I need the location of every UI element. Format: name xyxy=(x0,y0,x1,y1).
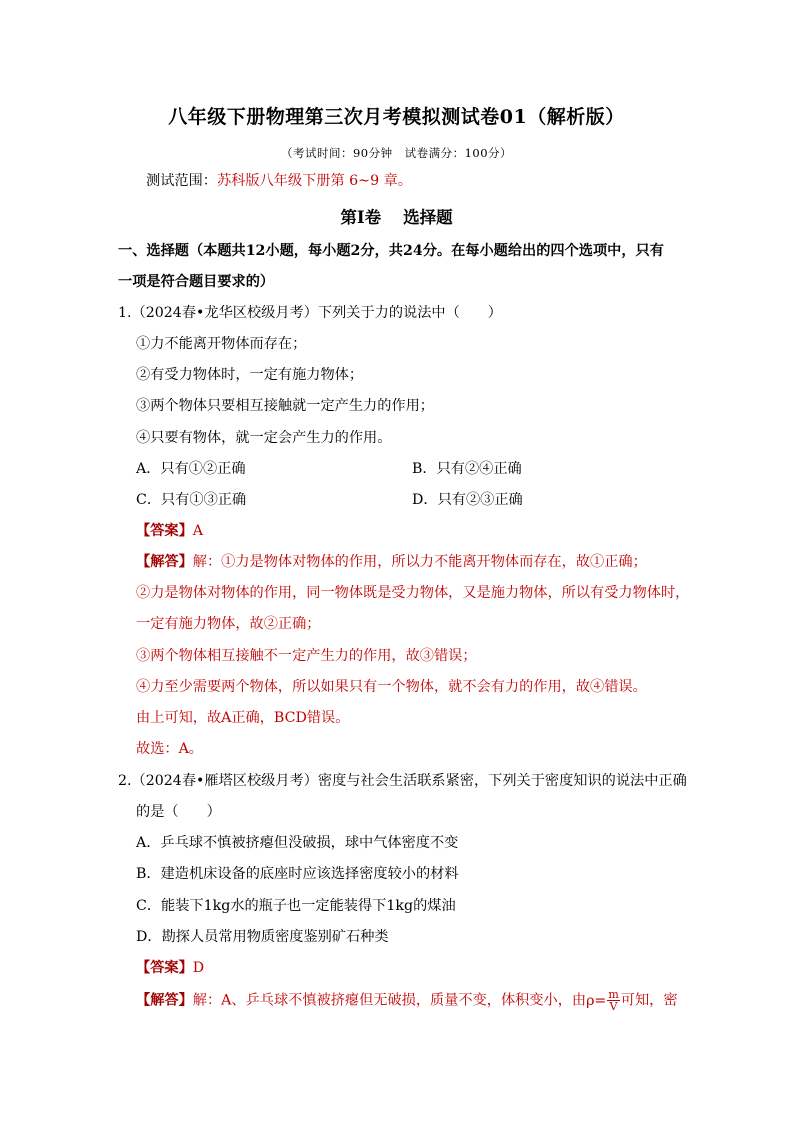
q1-statement: ①力不能离开物体而存在； xyxy=(136,336,307,352)
q1-stem xyxy=(118,303,502,323)
q2-option-b: B．建造机床设备的底座时应该选择密度较小的材料 xyxy=(136,866,459,882)
q2-option-a: A．乒乓球不慎被挤瘪但没破损，球中气体密度不变 xyxy=(136,835,459,851)
section-heading xyxy=(0,204,793,228)
q1-analysis-line: 一定有施力物体，故②正确； xyxy=(136,616,321,632)
q1-option-b: B．只有②④正确 xyxy=(412,461,522,477)
q1-statement: ④只要有物体，就一定会产生力的作用。 xyxy=(136,430,392,446)
test-scope xyxy=(146,171,412,191)
answer-label: 【答案】 xyxy=(136,523,193,539)
document-title: 八年级下册物理第三次月考模拟测试卷01（解析版） xyxy=(168,106,625,128)
q1-analysis-line xyxy=(136,552,647,572)
q2-stem-close: ） xyxy=(206,804,221,820)
q1-option-a: A．只有①②正确 xyxy=(136,461,246,477)
analysis-tail: 可知，密 xyxy=(620,992,678,1009)
q1-analysis-line: 由上可知，故A正确，BCD错误。 xyxy=(136,710,350,726)
q1-stem-text: 1.（2024春•龙华区校级月考）下列关于力的说法中（ xyxy=(118,305,460,321)
q1-analysis-line: 故选：A。 xyxy=(136,741,203,757)
q1-analysis-line: ④力至少需要两个物体，所以如果只有一个物体，就不会有力的作用，故④错误。 xyxy=(136,679,647,695)
q2-stem-line2 xyxy=(136,802,221,822)
analysis-text: 解：A、乒乓球不慎被挤瘪但无破损，质量不变，体积变小，由 xyxy=(192,992,587,1009)
q2-stem-line1: 2.（2024春•雁塔区校级月考）密度与社会生活联系紧密，下列关于密度知识的说法中正确 xyxy=(118,773,687,789)
q1-statement: ③两个物体只要相互接触就一定产生力的作用； xyxy=(136,398,434,414)
density-formula xyxy=(586,988,621,1013)
q1-analysis-line: ②力是物体对物体的作用，同一物体既是受力物体，又是施力物体，所以有受力物体时， xyxy=(136,585,690,601)
fraction xyxy=(607,989,619,1012)
q1-statement: ②有受力物体时，一定有施力物体； xyxy=(136,367,364,383)
q2-answer xyxy=(136,958,204,978)
formula-lhs: ρ= xyxy=(586,992,607,1009)
answer-label: 【答案】 xyxy=(136,960,193,976)
analysis-label: 【解答】 xyxy=(136,554,193,570)
analysis-label: 【解答】 xyxy=(136,992,193,1009)
q1-answer xyxy=(136,521,203,541)
part1-heading-line2: 一项是符合题目要求的） xyxy=(118,274,275,290)
q1-analysis-line: ③两个物体相互接触不一定产生力的作用，故③错误； xyxy=(136,648,477,664)
q2-option-d: D．勘探人员常用物质密度鉴别矿石种类 xyxy=(136,929,389,945)
part1-heading-line1: 一、选择题（本题共12小题，每小题2分，共24分。在每小题给出的四个选项中，只有 xyxy=(118,243,664,259)
fraction-denominator: V xyxy=(609,1000,618,1013)
q2-stem-text: 的是（ xyxy=(136,804,179,820)
answer-value: A xyxy=(192,523,204,539)
q1-stem-close: ） xyxy=(487,305,502,321)
section-part: 第Ⅰ卷 xyxy=(340,208,382,227)
scope-value: 苏科版八年级下册第 6~9 章。 xyxy=(216,173,412,189)
q1-option-c: C．只有①③正确 xyxy=(136,492,247,508)
q2-analysis-line xyxy=(136,989,678,1012)
fraction-numerator: m xyxy=(608,988,619,1001)
answer-value: D xyxy=(192,960,205,976)
q2-option-c: C．能装下1kg水的瓶子也一定能装得下1kg的煤油 xyxy=(136,898,456,914)
section-name: 选择题 xyxy=(403,208,453,227)
scope-label: 测试范围： xyxy=(146,173,217,189)
q1-option-d: D．只有②③正确 xyxy=(412,492,523,508)
exam-info: （考试时间：90分钟 试卷满分：100分） xyxy=(280,146,513,160)
analysis-text: 解：①力是物体对物体的作用，所以力不能离开物体而存在，故①正确； xyxy=(192,554,647,570)
